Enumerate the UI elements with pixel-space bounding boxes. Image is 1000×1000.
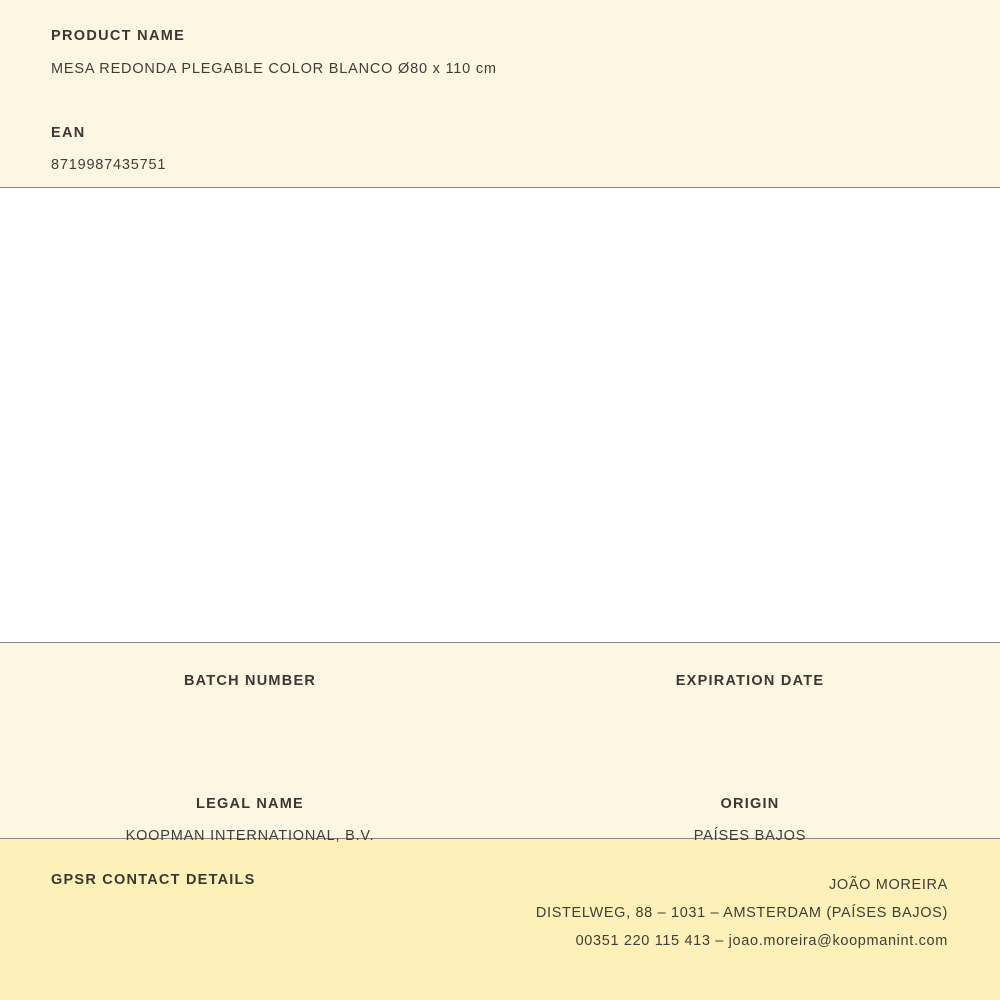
gpsr-footer [0,839,1000,1000]
batch-number-value [0,704,500,721]
legal-name-cell [0,796,500,845]
product-name-label: PRODUCT NAME [51,28,186,44]
origin-label: ORIGIN [720,796,780,813]
product-info-section [0,0,1000,188]
gpsr-contact-details-label: GPSR CONTACT DETAILS [51,872,256,888]
ean-value: 8719987435751 [51,157,167,174]
gpsr-contact-block [536,872,948,955]
expiration-date-label: EXPIRATION DATE [675,673,825,689]
product-image-area [0,188,1000,643]
legal-name-value: KOOPMAN INTERNATIONAL, B.V. [125,827,375,844]
batch-number-label: BATCH NUMBER [183,673,317,689]
batch-number-cell [0,673,500,721]
expiration-date-cell [500,673,1000,721]
gpsr-contact-phone-email: 00351 220 115 413 – joao.moreira@koopmanint.com [575,932,948,949]
ean-label: EAN [51,124,86,141]
origin-value: PAÍSES BAJOS [693,827,807,844]
expiration-date-value [500,704,1000,721]
origin-cell [500,796,1000,845]
product-details-section [0,643,1000,844]
ean-block [51,125,950,175]
product-name-value: MESA REDONDA PLEGABLE COLOR BLANCO Ø80 x 110 cm [51,61,497,78]
details-row-batch-expiration [0,643,1000,721]
legal-name-label: LEGAL NAME [196,796,304,813]
gpsr-contact-name: JOÃO MOREIRA [828,877,948,893]
details-row-legal-origin [0,721,1000,845]
product-name-block [51,28,950,79]
gpsr-contact-address: DISTELWEG, 88 – 1031 – AMSTERDAM (PAÍSES BAJOS) [535,904,948,921]
